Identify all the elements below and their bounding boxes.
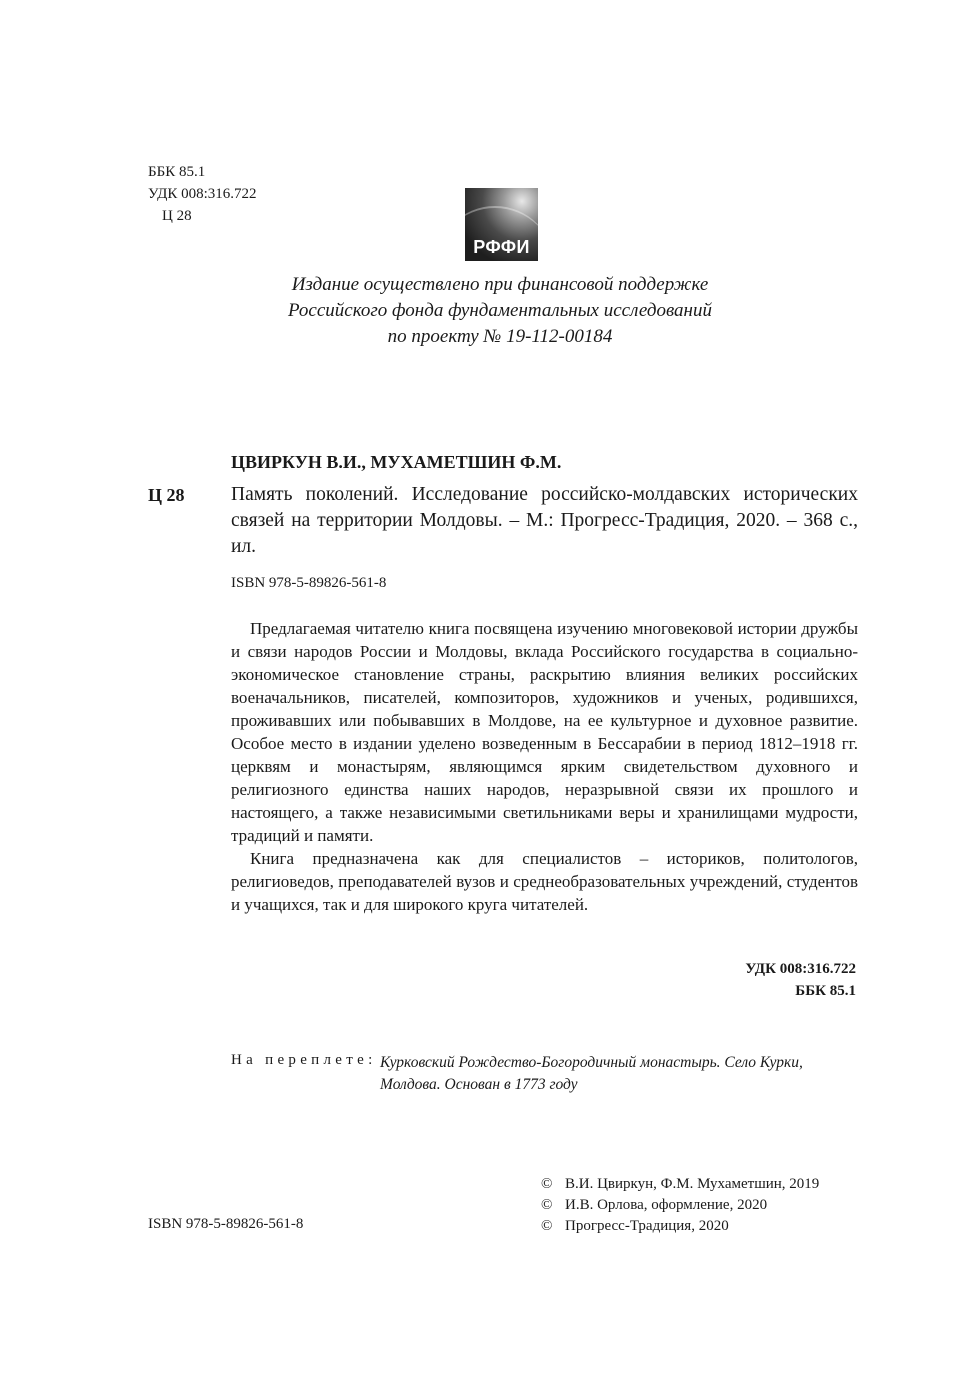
annotation-paragraph-1: Предлагаемая читателю книга посвящена изучению многовековой истории дружбы и связи народов России и Молдовы, вклада Российского государства в социально-экономическое становление страны, раскрытию влияния великих российских военачальников, писателей, композиторов, художников и ученых, родившихся, проживавших или побывавших в Молдове, на ее культурное и духовное развитие. Особое место в издании уделено возведенным в Бессарабии в период 1812–1918 гг. церквям и монастырям, являющимся ярким свидетельством духовного и религиозного единства наших народов, неразрывной связи их прошлого и настоящего, а также независимыми светильниками веры и хранилищами мудрости, традиций и памяти. [231, 619, 858, 845]
book-title-record: Память поколений. Исследование российско-молдавских исторических связей на территории Молдовы. – М.: Прогресс-Традиция, 2020. – 368 с., ил. [231, 484, 858, 557]
cover-description: Курковский Рождество-Богородичный монастырь. Село Курки, Молдова. Основан в 1773 году [380, 1054, 803, 1093]
bbk-code: ББК 85.1 [148, 164, 206, 180]
copyright-line [541, 1216, 819, 1237]
footer-isbn: ISBN 978-5-89826-561-8 [148, 1216, 304, 1232]
copyright-text: Прогресс-Традиция, 2020 [565, 1218, 729, 1234]
copyright-icon: © [541, 1176, 553, 1192]
record-code: Ц 28 [148, 485, 185, 505]
author-mark: Ц 28 [162, 208, 192, 224]
copyright-icon: © [541, 1218, 553, 1234]
copyright-text: В.И. Цвиркун, Ф.М. Мухаметшин, 2019 [565, 1176, 820, 1192]
record-isbn: ISBN 978-5-89826-561-8 [231, 575, 387, 591]
copyright-line [541, 1174, 819, 1195]
support-line-1: Издание осуществлено при финансовой поддержке [291, 274, 709, 295]
index-udk: УДК 008:316.722 [745, 961, 856, 977]
copyright-block [541, 1174, 819, 1237]
copyright-icon: © [541, 1197, 553, 1213]
annotation-paragraph-2: Книга предназначена как для специалистов – историков, политологов, религиоведов, преподавателей вузов и среднеобразовательных учреждений, студентов и учащихся, так и для широкого круга читателей. [231, 849, 858, 914]
annotation [231, 617, 858, 916]
support-line-2: Российского фонда фундаментальных исследований [288, 300, 712, 321]
cover-label: На переплете: [231, 1052, 377, 1068]
logo-text: РФФИ [473, 237, 530, 257]
copyright-line [541, 1195, 819, 1216]
support-line-3: по проекту № 19-112-00184 [387, 326, 613, 347]
classification-codes [148, 161, 257, 227]
index-codes [600, 958, 856, 1002]
udk-code: УДК 008:316.722 [148, 186, 257, 202]
index-bbk: ББК 85.1 [795, 983, 856, 999]
authors-heading: ЦВИРКУН В.И., МУХАМЕТШИН Ф.М. [231, 452, 562, 472]
support-note [200, 272, 800, 350]
rffi-logo [465, 188, 538, 261]
copyright-text: И.В. Орлова, оформление, 2020 [565, 1197, 768, 1213]
